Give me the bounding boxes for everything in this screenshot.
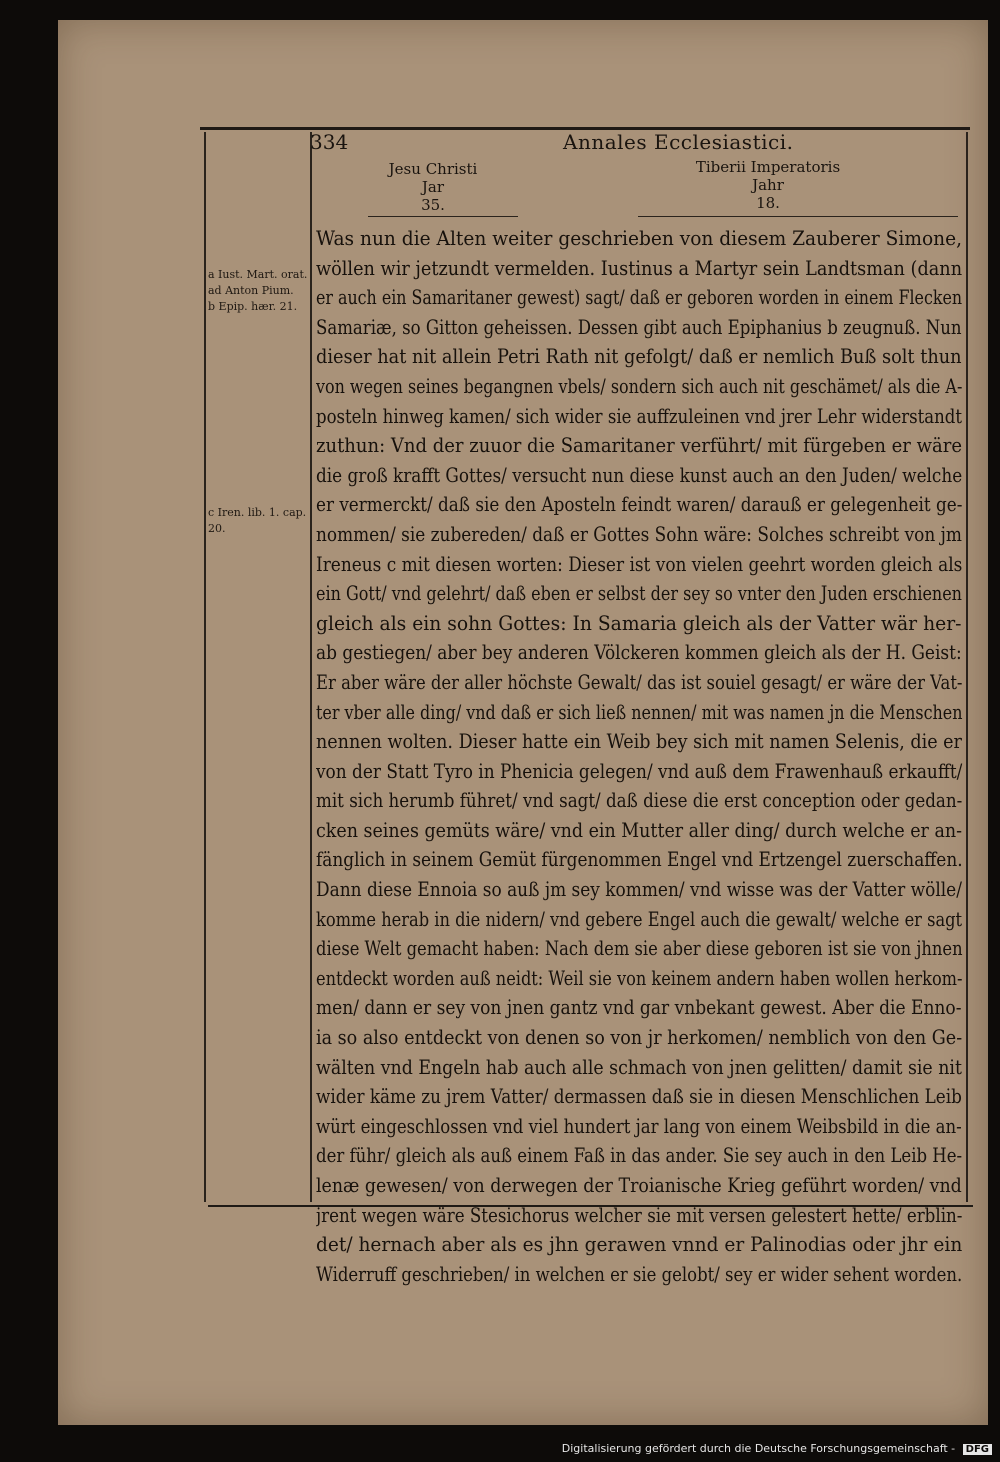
text-line: posteln hinweg kamen/ sich wider sie auffzuleinen vnd jrer Lehr widerstandt [316, 403, 962, 428]
text-line: wälten vnd Engeln hab auch alle schmach von jnen gelitten/ damit sie nit [316, 1054, 962, 1079]
marginal-note: b Epip. hær. 21. [208, 300, 298, 313]
body-text [316, 224, 964, 1289]
text-line: von wegen seines begangnen vbels/ sondern sich auch nit geschämet/ als die A- [316, 373, 963, 398]
text-line: von der Statt Tyro in Phenicia gelegen/ vnd auß dem Frawenhauß erkaufft/ [316, 758, 963, 783]
text-line: wöllen wir jetzundt vermelden. Iustinus a Martyr sein Landtsman (dann [316, 255, 963, 280]
text-line: zuthun: Vnd der zuuor die Samaritaner verführt/ mit fürgeben er wäre [316, 433, 963, 458]
text-line: jrent wegen wäre Stesichorus welcher sie mit versen gelestert hette/ erblin- [316, 1202, 963, 1227]
dfg-logo: DFG [963, 1444, 992, 1455]
marginal-note: a Iust. Mart. orat. ad Anton Pium. [208, 268, 308, 297]
column-header-line: Jar [421, 178, 445, 196]
text-line: mit sich herumb führet/ vnd sagt/ daß diese die erst conception oder gedan- [316, 788, 963, 813]
text-line: er vermerckt/ daß sie den Aposteln feindt waren/ darauß er gelegenheit ge- [316, 492, 962, 517]
text-line: ein Gott/ vnd gelehrt/ daß eben er selbst der sey so vnter den Juden erschienen [316, 581, 962, 606]
digitization-credit [562, 1442, 992, 1455]
text-line: Er aber wäre der aller höchste Gewalt/ das ist souiel gesagt/ er wäre der Vat- [316, 669, 963, 694]
text-line: Samariæ, so Gitton geheissen. Dessen gibt auch Epiphanius b zeugnuß. Nun [316, 314, 962, 339]
text-line: cken seines gemüts wäre/ vnd ein Mutter aller ding/ durch welche er an- [316, 817, 963, 842]
page-number: 334 [310, 130, 349, 154]
column-header-jesu-christi [358, 160, 508, 214]
text-line: fänglich in seinem Gemüt fürgenommen Engel vnd Ertzengel zuerschaffen. [316, 847, 963, 872]
column-header-line: Tiberii Imperatoris [695, 158, 841, 176]
marginal-note: c Iren. lib. 1. cap. 20. [208, 506, 307, 535]
margin-divider-rule [310, 132, 312, 1202]
right-border-rule [966, 132, 968, 1202]
text-line: wider käme zu jrem Vatter/ dermassen daß sie in diesen Menschlichen Leib [316, 1084, 962, 1109]
column-header-rule [638, 216, 958, 217]
text-line: entdeckt worden auß neidt: Weil sie von keinem andern haben wollen herkom- [316, 965, 963, 990]
text-line: nennen wolten. Dieser hatte ein Weib bey sich mit namen Selenis, die er [316, 729, 962, 754]
text-line: det/ hernach aber als es jhn gerawen vnnd er Palinodias oder jhr ein [316, 1232, 962, 1257]
column-header-line: 18. [756, 194, 780, 212]
column-header-line: Jesu Christi [388, 160, 478, 178]
text-line: Ireneus c mit diesen worten: Dieser ist von vielen geehrt worden gleich als [316, 551, 963, 576]
book-page [58, 20, 988, 1425]
column-header-rule [368, 216, 518, 217]
text-line: ab gestiegen/ aber bey anderen Völckeren kommen gleich als der H. Geist: [316, 640, 962, 665]
marginal-notes [208, 267, 308, 537]
left-border-rule [204, 132, 206, 1202]
text-line: der führ/ gleich als auß einem Faß in das ander. Sie sey auch in den Leib He- [316, 1143, 962, 1168]
column-header-line: 35. [421, 196, 445, 214]
text-line: Was nun die Alten weiter geschrieben von diesem Zauberer Simone, [316, 226, 962, 250]
text-line: Dann diese Ennoia so auß jm sey kommen/ vnd wisse was der Vatter wölle/ [316, 877, 962, 902]
text-line: gleich als ein sohn Gottes: In Samaria gleich als der Vatter wär her- [316, 610, 962, 635]
column-header-tiberii [688, 158, 848, 212]
column-header-line: Jahr [752, 176, 784, 194]
text-line: nommen/ sie zubereden/ daß er Gottes Sohn wäre: Solches schreibt von jm [316, 521, 962, 546]
text-line: Widerruff geschrieben/ in welchen er sie gelobt/ sey er wider sehent worden. [316, 1261, 963, 1286]
text-line: er auch ein Samaritaner gewest) sagt/ daß er geboren worden in einem Flecken [316, 285, 963, 310]
text-line: die groß krafft Gottes/ versucht nun diese kunst auch an den Juden/ welche [316, 462, 962, 487]
text-line: diese Welt gemacht haben: Nach dem sie aber diese geboren ist sie von jhnen [316, 936, 963, 961]
text-line: ia so also entdeckt von denen so von jr herkomen/ nemblich von den Ge- [316, 1025, 963, 1050]
text-line: komme herab in die nidern/ vnd gebere Engel auch die gewalt/ welche er sagt [316, 906, 963, 931]
text-line: ter vber alle ding/ vnd daß er sich ließ nennen/ mit was namen jn die Menschen [316, 699, 963, 724]
text-line: dieser hat nit allein Petri Rath nit gefolgt/ daß er nemlich Buß solt thun [316, 344, 962, 369]
credit-text: Digitalisierung gefördert durch die Deutsche Forschungsgemeinschaft - [561, 1442, 956, 1455]
text-line: lenæ gewesen/ von derwegen der Troianische Krieg geführt worden/ vnd [316, 1173, 962, 1197]
text-line: men/ dann er sey von jnen gantz vnd gar vnbekant gewest. Aber die Enno- [316, 995, 962, 1020]
running-title: Annales Ecclesiastici. [563, 130, 794, 154]
text-line: würt eingeschlossen vnd viel hundert jar lang von einem Weibsbild in die an- [316, 1113, 962, 1138]
